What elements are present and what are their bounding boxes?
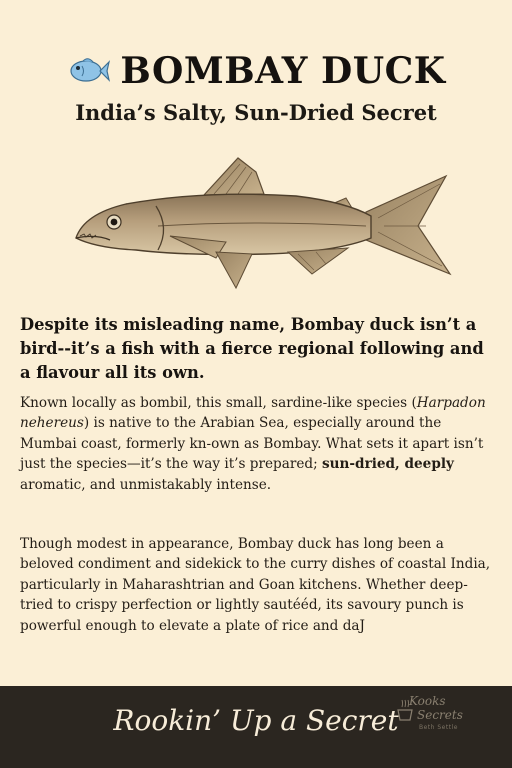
footer-bar	[0, 686, 512, 768]
p1-text-c: aromatic, and unmistakably intense.	[20, 476, 272, 493]
p1-bold-text: sun-dried, deeply	[322, 456, 454, 473]
body-paragraph-1	[20, 393, 496, 495]
logo-line-3: Beth Settle	[419, 724, 458, 731]
brand-logo	[395, 694, 475, 736]
species-name: Harpadon nehereus	[20, 395, 486, 432]
bombay-duck-fish-illustration	[66, 150, 462, 300]
p1-text-a: Known locally as bombil, this small, sardine-like species (	[20, 395, 417, 411]
body-paragraph-2: Though modest in appearance, Bombay duck has long been a beloved condiment and sidekick to the curry dishes of coastal India, particularly in Maharashtrian and Goan kitchens. Whether deep-tried to crispy perfection or lightly sautééd, its savoury punch is powerful enough to elevate a plate of rice and daJ	[20, 536, 491, 634]
brand-name: Rookin’ Up a Secret	[113, 704, 399, 737]
title-row	[0, 44, 512, 98]
fish-icon	[66, 53, 110, 89]
page-title: BOMBAY DUCK	[120, 50, 446, 92]
logo-line-1: Kooks	[409, 694, 446, 708]
page-subtitle: India’s Salty, Sun-Dried Secret	[75, 100, 437, 125]
lead-paragraph: Despite its misleading name, Bombay duck isn’t a bird--it’s a fish with a fierce regional following and a flavour all its own.	[20, 315, 484, 382]
logo-line-2: Secrets	[417, 708, 463, 722]
p1-text-b: ) is native to the Arabian Sea, especially around the Mumbai coast, formerly kn-own as Bombay. What sets it apart isn’t just the species—it’s the way it’s prepared;	[20, 415, 484, 473]
